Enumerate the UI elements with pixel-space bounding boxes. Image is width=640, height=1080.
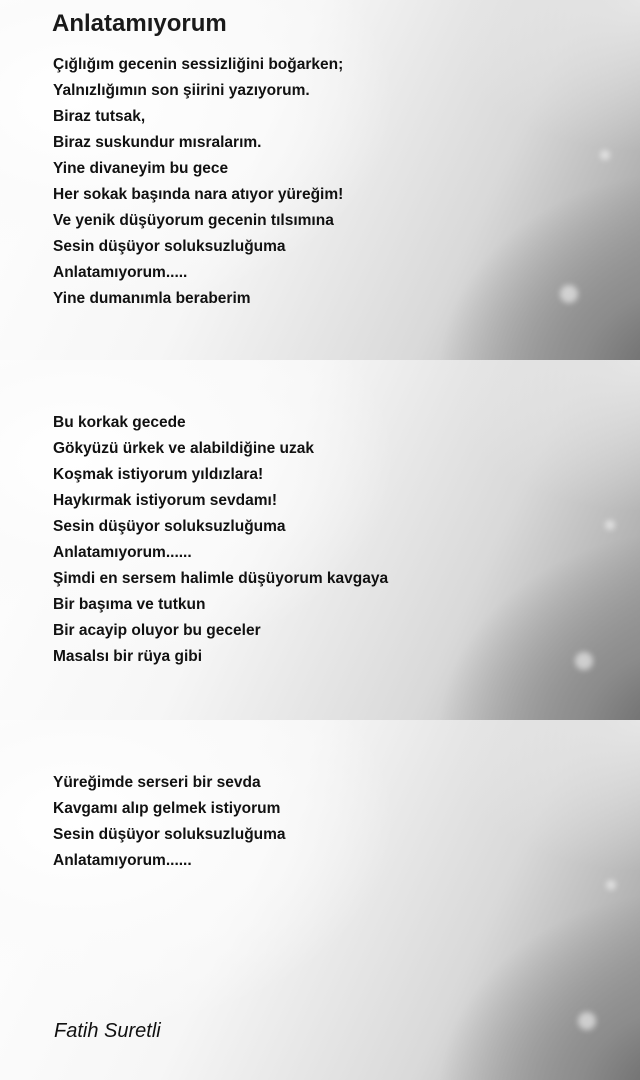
poem-title: Anlatamıyorum	[52, 10, 227, 37]
bokeh-light	[578, 1012, 596, 1030]
stanza-1	[53, 52, 343, 312]
stanza-2	[53, 410, 388, 670]
poem-line: Koşmak istiyorum yıldızlara!	[53, 466, 264, 483]
bokeh-light	[600, 150, 610, 160]
poem-line: Anlatamıyorum.....	[53, 264, 188, 281]
bokeh-light	[560, 285, 578, 303]
poem-line: Anlatamıyorum......	[53, 544, 192, 561]
poem-line: Yalnızlığımın son şiirini yazıyorum.	[53, 82, 310, 99]
poem-line: Haykırmak istiyorum sevdamı!	[53, 492, 277, 509]
poem-line: Çığlığım gecenin sessizliğini boğarken;	[53, 56, 344, 73]
poem-panel-2	[0, 360, 640, 720]
poem-line: Sesin düşüyor soluksuzluğuma	[53, 518, 286, 535]
poem-line: Kavgamı alıp gelmek istiyorum	[53, 800, 281, 817]
poem-line: Şimdi en sersem halimle düşüyorum kavgaya	[53, 570, 389, 587]
poem-line: Bir başıma ve tutkun	[53, 596, 206, 613]
poem-author: Fatih Suretli	[54, 1020, 161, 1042]
poem-line: Biraz suskundur mısralarım.	[53, 134, 262, 151]
poem-line: Yine dumanımla beraberim	[53, 290, 251, 307]
poem-line: Masalsı bir rüya gibi	[53, 648, 203, 665]
poem-line: Gökyüzü ürkek ve alabildiğine uzak	[53, 440, 315, 457]
poem-panel-1	[0, 0, 640, 360]
poem-line: Bu korkak gecede	[53, 414, 186, 431]
bokeh-light	[606, 880, 616, 890]
poem-line: Bir acayip oluyor bu geceler	[53, 622, 261, 639]
poem-line: Yüreğimde serseri bir sevda	[53, 774, 261, 791]
poem-line: Sesin düşüyor soluksuzluğuma	[53, 238, 286, 255]
poem-line: Her sokak başında nara atıyor yüreğim!	[53, 186, 344, 203]
bokeh-light	[605, 520, 615, 530]
poem-line: Biraz tutsak,	[53, 108, 146, 125]
poem-line: Yine divaneyim bu gece	[53, 160, 229, 177]
poem-line: Sesin düşüyor soluksuzluğuma	[53, 826, 286, 843]
stanza-3	[53, 770, 286, 874]
bokeh-light	[575, 652, 593, 670]
poem-panel-3	[0, 720, 640, 1080]
poem-line: Ve yenik düşüyorum gecenin tılsımına	[53, 212, 334, 229]
poem-line: Anlatamıyorum......	[53, 852, 192, 869]
